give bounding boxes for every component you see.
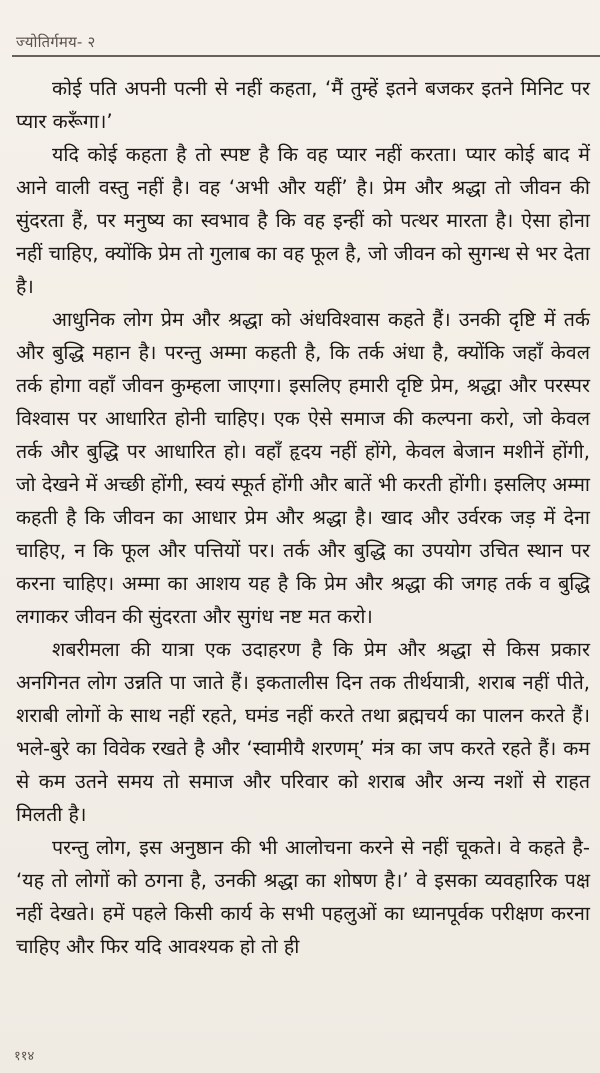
running-head: ज्योतिर्गमय- २ (16, 33, 96, 51)
body-text (16, 72, 590, 963)
paragraph: आधुनिक लोग प्रेम और श्रद्धा को अंधविश्वास कहते हैं। उनकी दृष्टि में तर्क और बुद्धि महान है। परन्तु अम्मा कहती है, कि तर्क अंधा है, क्योंकि जहाँ केवल तर्क होगा वहाँ जीवन कुम्हला जाएगा। इसलिए हमारी दृष्टि प्रेम, श्रद्धा और परस्पर विश्वास पर आधारित होनी चाहिए। एक ऐसे समाज की कल्पना करो, जो केवल तर्क और बुद्धि पर आधारित हो। वहाँ हृदय नहीं होंगे, केवल बेजान मशीनें होंगी, जो देखने में अच्छी होंगी, स्वयं स्फूर्त होंगी और बातें भी करती होंगी। इसलिए अम्मा कहती है कि जीवन का आधार प्रेम और श्रद्धा है। खाद और उर्वरक जड़ में देना चाहिए, न कि फूल और पत्तियों पर। तर्क और बुद्धि का उपयोग उचित स्थान पर करना चाहिए। अम्मा का आशय यह है कि प्रेम और श्रद्धा की जगह तर्क व बुद्धि लगाकर जीवन की सुंदरता और सुगंध नष्ट मत करो। (16, 308, 590, 628)
header-rule (12, 55, 600, 57)
paragraph: यदि कोई कहता है तो स्पष्ट है कि वह प्यार नहीं करता। प्यार कोई बाद में आने वाली वस्तु नहीं है। वह ‘अभी और यहीं’ है। प्रेम और श्रद्धा तो जीवन की सुंदरता हैं, पर मनुष्य का स्वभाव है कि वह इन्हीं को पत्थर मारता है। ऐसा होना नहीं चाहिए, क्योंकि प्रेम तो गुलाब का वह फूल है, जो जीवन को सुगन्ध से भर देता है। (16, 143, 590, 298)
paragraph: कोई पति अपनी पत्नी से नहीं कहता, ‘मैं तुम्हें इतने बजकर इतने मिनिट पर प्यार करूँगा।’ (16, 77, 590, 133)
page-number: ११४ (14, 1049, 35, 1064)
paragraph: परन्तु लोग, इस अनुष्ठान की भी आलोचना करने से नहीं चूकते। वे कहते है- ‘यह तो लोगों को ठगना है, उनकी श्रद्धा का शोषण है।’ वे इसका व्यवहारिक पक्ष नहीं देखते। हमें पहले किसी कार्य के सभी पहलुओं का ध्यानपूर्वक परीक्षण करना चाहिए और फिर यदि आवश्यक हो तो ही (16, 836, 590, 958)
paragraph: शबरीमला की यात्रा एक उदाहरण है कि प्रेम और श्रद्धा से किस प्रकार अनगिनत लोग उन्नति पा जाते हैं। इकतालीस दिन तक तीर्थयात्री, शराब नहीं पीते, शराबी लोगों के साथ नहीं रहते, घमंड नहीं करते तथा ब्रह्मचर्य का पालन करते हैं। भले-बुरे का विवेक रखते है और ‘स्वामीयै शरणम्’ मंत्र का जप करते रहते हैं। कम से कम उतने समय तो समाज और परिवार को शराब और अन्य नशों से राहत मिलती है। (16, 638, 590, 826)
